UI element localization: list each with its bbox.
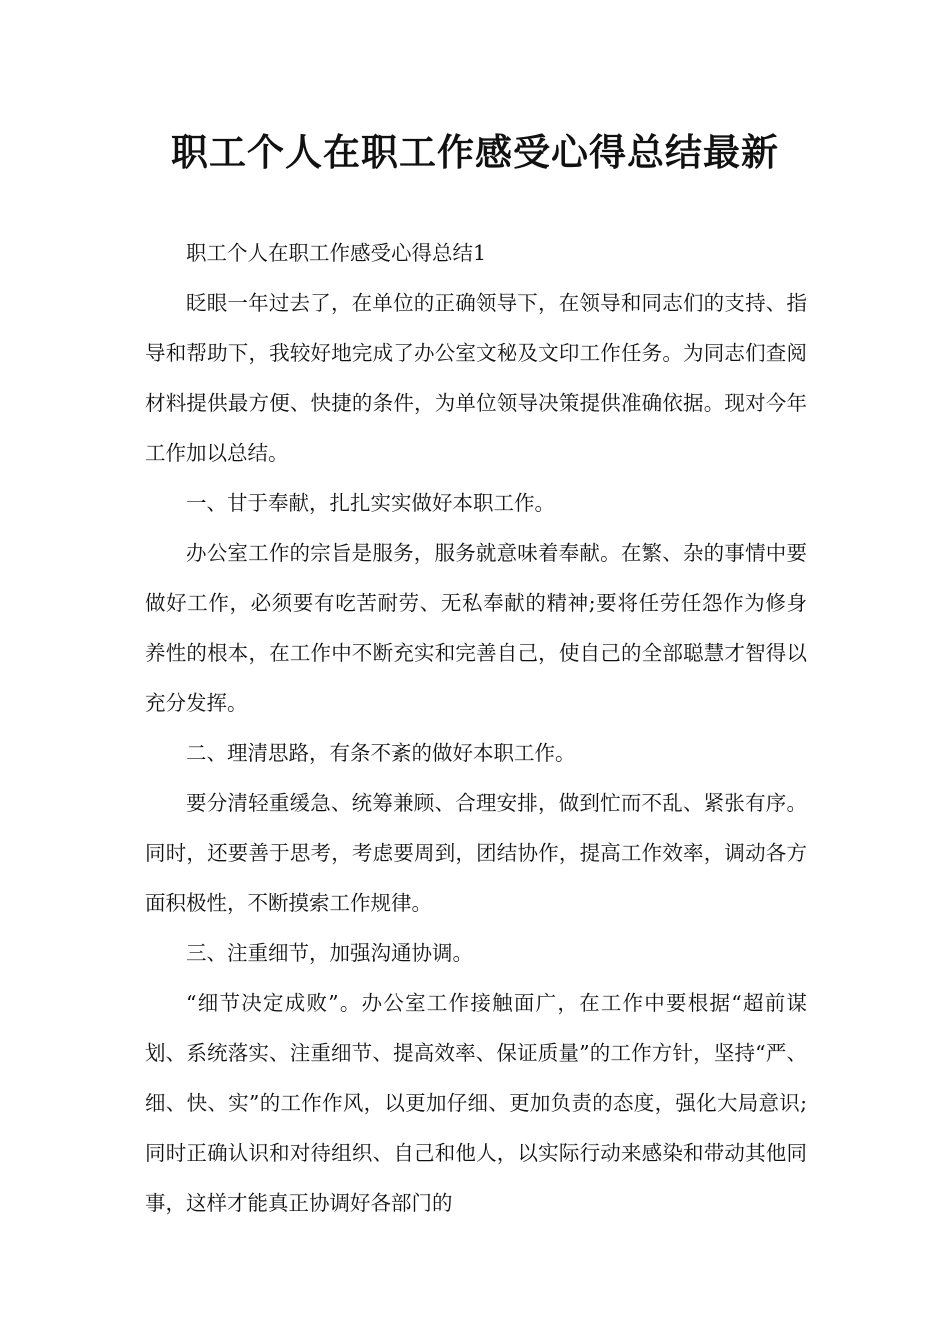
section-heading: 职工个人在职工作感受心得总结1 [186,241,487,265]
section-heading: 三、注重细节，加强沟通协调。 [186,941,473,965]
body-paragraph: “细节决定成败”。办公室工作接触面广，在工作中要根据“超前谋划、系统落实、注重细节、提高效率、保证质量”的工作方针，坚持“严、细、快、实”的工作作风，以更加仔细、更加负责的态度，强化大局意识;同时正确认识和对待组织、自己和他人，以实际行动来感染和带动其他同事，这样才能真正协调好各部门的 [145,991,807,1215]
section-heading: 一、甘于奉献，扎扎实实做好本职工作。 [186,491,555,515]
document-title: 职工个人在职工作感受心得总结最新 [171,131,779,174]
section-heading: 二、理清思路，有条不紊的做好本职工作。 [186,741,576,765]
body-paragraph: 办公室工作的宗旨是服务，服务就意味着奉献。在繁、杂的事情中要做好工作，必须要有吃苦耐劳、无私奉献的精神;要将任劳任怨作为修身养性的根本，在工作中不断充实和完善自己，使自己的全部聪慧才智得以充分发挥。 [145,541,807,715]
body-paragraph: 眨眼一年过去了，在单位的正确领导下，在领导和同志们的支持、指导和帮助下，我较好地完成了办公室文秘及文印工作任务。为同志们查阅材料提供最方便、快捷的条件，为单位领导决策提供准确依据。现对今年工作加以总结。 [145,291,807,465]
document-body [145,228,807,1228]
body-paragraph: 要分清轻重缓急、统筹兼顾、合理安排，做到忙而不乱、紧张有序。同时，还要善于思考，考虑要周到，团结协作，提高工作效率，调动各方面积极性，不断摸索工作规律。 [145,791,807,915]
